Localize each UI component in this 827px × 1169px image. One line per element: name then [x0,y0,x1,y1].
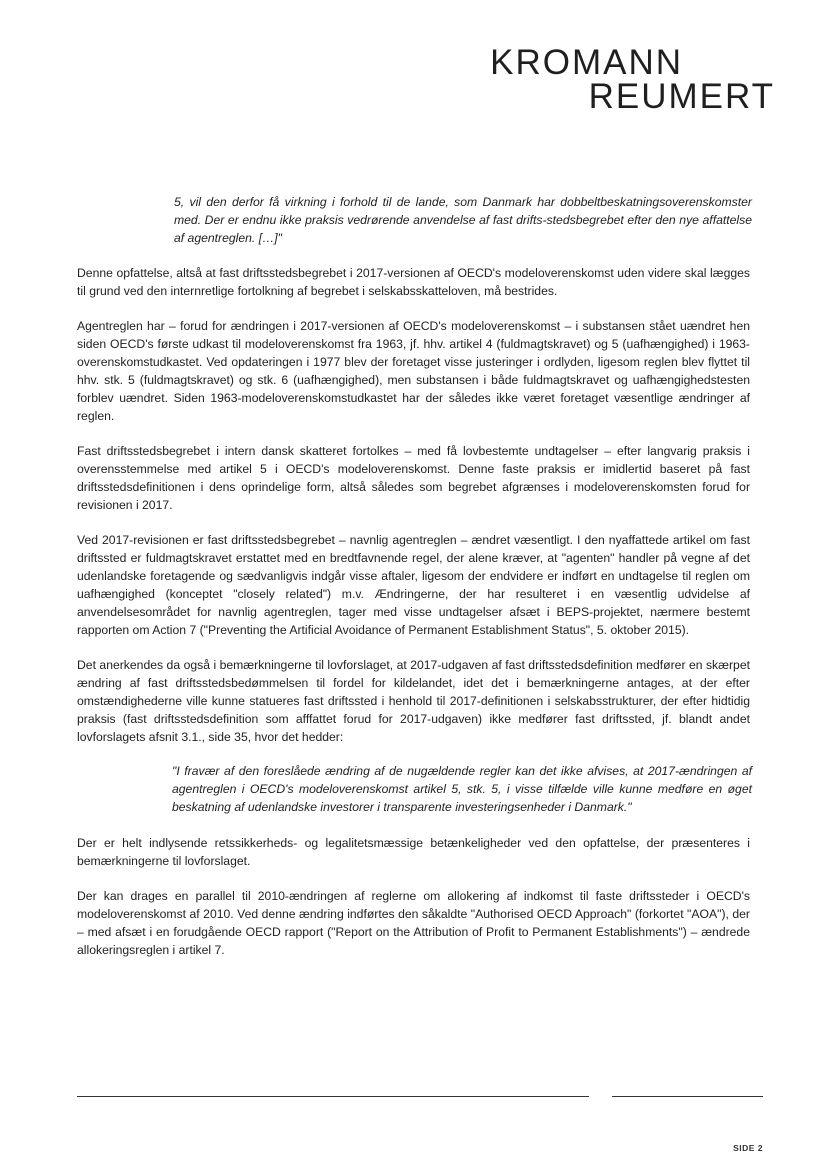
document-body [77,193,750,959]
paragraph: Ved 2017-revisionen er fast driftsstedsbegrebet – navnlig agentreglen – ændret væsentligt. I den nyaffattede artikel om fast driftssted er fuldmagtskravet erstattet med en bredtfavnende regel, der alene kræver, at "agenten" handler på vegne af det udenlandske foretagende og sædvanligvis indgår visse aftaler, ligesom der endvidere er indført en undtagelse til reglen om uafhængighed (konceptet "closely related") m.v. Ændringerne, der har resulteret i en væsentlig udvidelse af anvendelsesområdet for navnlig agentreglen, tager med visse undtagelser afsæt i BEPS-projektet, nærmere bestemt rapporten om Action 7 ("Preventing the Artificial Avoidance of Permanent Establishment Status", 5. oktober 2015). [77,533,750,637]
footer-divider-right [612,1096,763,1097]
paragraph: Fast driftsstedsbegrebet i intern dansk skatteret fortolkes – med få lovbestemte undtagelser – efter langvarig praksis i overensstemmelse med artikel 5 i OECD's modeloverenskomst. Denne faste praksis er imidlertid baseret på fast driftsstedsdefinitionen i dens oprindelige form, altså således som begrebet afgrænses i modeloverenskomsten forud for revisionen i 2017. [77,444,750,512]
logo-line-1: KROMANN [490,43,683,82]
paragraph: Denne opfattelse, altså at fast driftsstedsbegrebet i 2017-versionen af OECD's modeloverenskomst uden videre skal lægges til grund ved den internretlige fortolkning af begrebet i selskabsskatteloven, må bestrides. [77,266,750,298]
paragraph: Agentreglen har – forud for ændringen i 2017-versionen af OECD's modeloverenskomst – i substansen stået uændret hen siden OECD's første udkast til modeloverenskomst fra 1963, jf. hhv. artikel 4 (fuldmagtskravet) og 5 (uafhængighed) i 1963-overenskomstudkastet. Ved opdateringen i 1977 blev der foretaget visse justeringer i ordlyden, ligesom reglen blev flyttet til hhv. stk. 5 (fuldmagtskravet) og stk. 6 (uafhængighed), men substansen i både fuldmagtskravet og uafhængighedstesten forblev uændret. Siden 1963-modeloverenskomstudkastet har der således ikke været foretaget væsentlige ændringer af reglen. [77,319,750,423]
quote-middle: "I fravær af den foreslåede ændring af de nugældende regler kan det ikke afvises, at 2017-ændringen af agentreglen i OECD's modeloverenskomst artikel 5, stk. 5, i visse tilfælde ville kunne medføre en øget beskatning af udenlandske investorer i transparente investeringsenheder i Danmark." [172,764,752,814]
logo-line-2: REUMERT [588,77,775,116]
page-number: SIDE 2 [733,1143,763,1153]
footer-divider-left [77,1096,589,1097]
paragraph: Det anerkendes da også i bemærkningerne til lovforslaget, at 2017-udgaven af fast driftsstedsdefinition medfører en skærpet ændring af fast driftsstedsbedømmelsen til fordel for kildelandet, idet det i bemærkningerne antages, at der efter omstændighederne ville kunne statueres fast driftssted i henhold til 2017-definitionen i selskabsstrukturer, der efter hidtidig praksis (fast driftsstedsdefinition som afffattet forud for 2017-udgaven) ikke medfører fast driftssted, jf. blandt andet lovforslagets afsnit 3.1., side 35, hvor det hedder: [77,658,750,744]
quote-top: 5, vil den derfor få virkning i forhold til de lande, som Danmark har dobbeltbeskatningsoverenskomster med. Der er endnu ikke praksis vedrørende anvendelse af fast drifts-stedsbegrebet efter den nye affattelse af agentreglen. […]" [174,195,752,245]
paragraph: Der kan drages en parallel til 2010-ændringen af reglerne om allokering af indkomst til faste driftssteder i OECD's modeloverenskomst af 2010. Ved denne ændring indførtes den såkaldte "Authorised OECD Approach" (forkortet "AOA"), der – med afsæt i en forudgående OECD rapport ("Report on the Attribution of Profit to Permanent Establishments") – ændrede allokeringsreglen i artikel 7. [77,889,750,957]
paragraph: Der er helt indlysende retssikkerheds- og legalitetsmæssige betænkeligheder ved den opfattelse, der præsenteres i bemærkningerne til lovforslaget. [77,836,750,868]
company-logo [490,43,775,116]
